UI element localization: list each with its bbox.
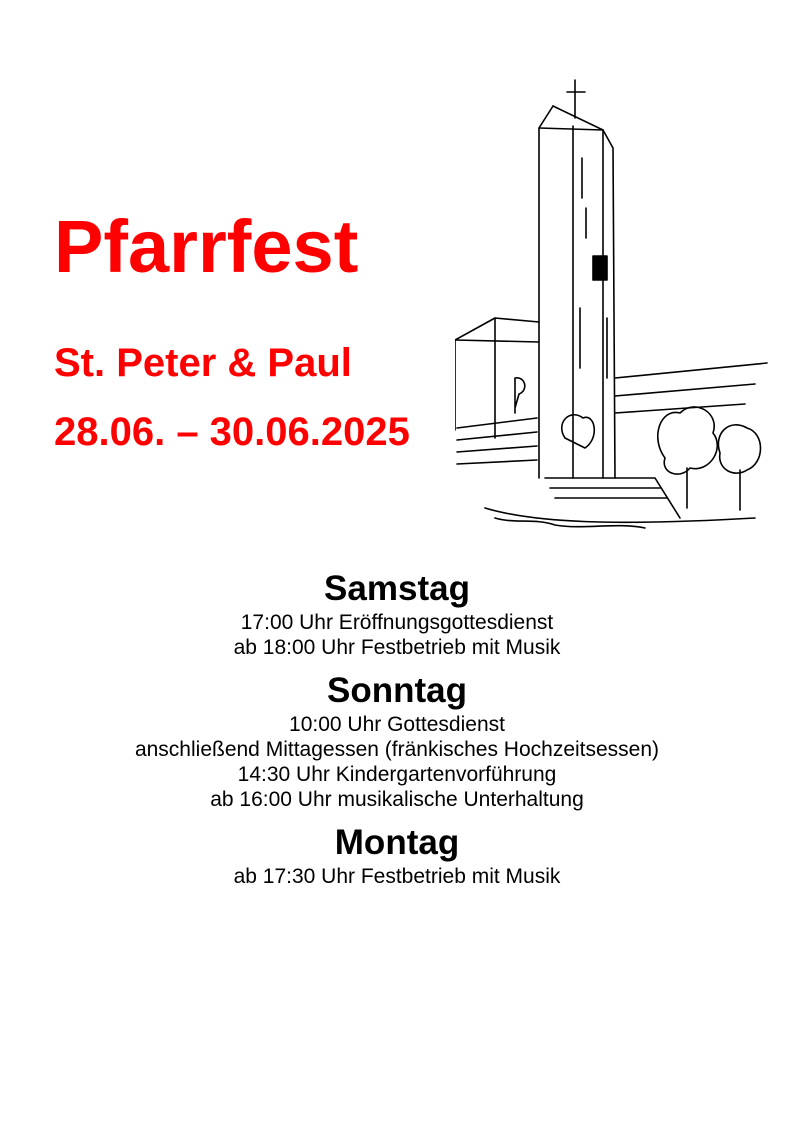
day-heading: Sonntag (327, 671, 467, 710)
schedule-line: ab 17:30 Uhr Festbetrieb mit Musik (233, 865, 561, 888)
day-block-sunday (0, 670, 794, 812)
day-heading: Samstag (324, 569, 470, 608)
schedule-line: ab 18:00 Uhr Festbetrieb mit Musik (233, 636, 561, 659)
schedule-line: 17:00 Uhr Eröffnungsgottesdienst (240, 611, 554, 634)
program-schedule (0, 568, 794, 899)
day-heading: Montag (334, 823, 460, 862)
day-block-saturday (0, 568, 794, 660)
church-sketch-icon (455, 78, 770, 533)
schedule-line: 10:00 Uhr Gottesdienst (289, 713, 505, 736)
schedule-line: ab 16:00 Uhr musikalische Unterhaltung (210, 788, 584, 811)
page-title: Pfarrfest (54, 205, 359, 288)
schedule-line: 14:30 Uhr Kindergartenvorführung (237, 763, 557, 786)
parish-name: St. Peter & Paul (54, 341, 352, 385)
day-block-monday (0, 822, 794, 889)
schedule-line: anschließend Mittagessen (fränkisches Hochzeitsessen) (134, 738, 660, 761)
event-dates: 28.06. – 30.06.2025 (54, 410, 410, 454)
